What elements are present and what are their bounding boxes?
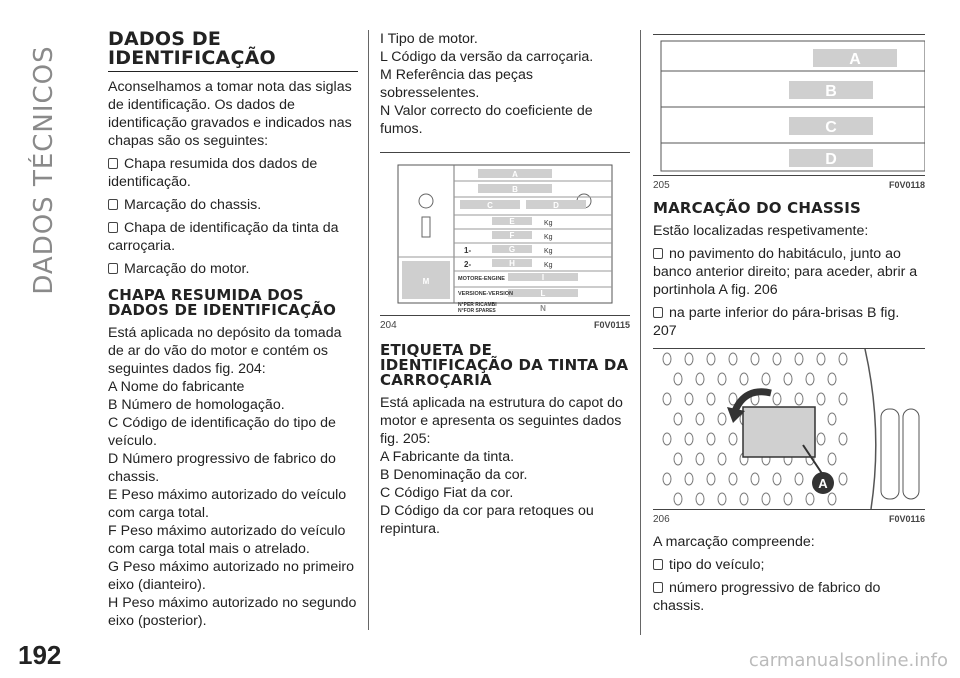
- main-heading: DADOS DE IDENTIFICAÇÃO: [108, 30, 358, 72]
- bullet-item: Chapa de identificação da tinta da carroçaria.: [108, 220, 339, 254]
- label-letter: B: [825, 83, 837, 100]
- label-letter: C: [825, 119, 837, 136]
- section-intro: Está aplicada no depósito da tomada de ar do vão do motor e contém os seguintes dados fig. 204: A Nome do fabricante B Número de homologação. C Código de identificação do tipo de veículo. D Número progressivo de fabrico do chassis. E Peso máximo autorizado do veículo com carga total. F Peso máximo autorizado do veículo com carga total mais o atrelado. G Peso máximo autorizado no primeiro eixo (dianteiro). H Peso máximo autorizado no segundo eixo (posterior).: [108, 325, 357, 629]
- floor-hatch-illustration: [653, 349, 925, 509]
- label-letter: D: [825, 151, 837, 168]
- list-item: B Denominação da cor.: [380, 467, 528, 483]
- section-heading: ETIQUETA DE IDENTIFICAÇÃO DA TINTA DA CARROÇARIA: [380, 341, 629, 389]
- plate-letter: E: [509, 217, 515, 226]
- hatch-marker: A: [818, 476, 828, 491]
- figure-number: 205: [653, 180, 670, 191]
- list-item: E Peso máximo autorizado do veículo com carga total.: [108, 487, 347, 521]
- page-number: 192: [18, 640, 62, 670]
- list-item: D Código da cor para retoques ou repintura.: [380, 503, 594, 537]
- bullet-icon: [653, 559, 663, 570]
- section-intro: Estão localizadas respetivamente:: [653, 223, 869, 239]
- list-item: H Peso máximo autorizado no segundo eixo (posterior).: [108, 595, 357, 629]
- plate-letter: N: [540, 304, 546, 313]
- list-item: M Referência das peças sobresselentes.: [380, 67, 533, 101]
- bullet-icon: [653, 307, 663, 318]
- figure-caption: [653, 180, 925, 191]
- list-item: L Código da versão da carroçaria.: [380, 49, 594, 65]
- axle-label: 2-: [464, 260, 472, 269]
- continued-list: [380, 30, 630, 138]
- list-item: F Peso máximo autorizado do veículo com carga total mais o atrelado.: [108, 523, 346, 557]
- column-1: [108, 30, 358, 630]
- figure-205: [653, 34, 925, 176]
- bullet-icon: [108, 199, 118, 210]
- section-text: Está aplicada na estrutura do capot do motor e apresenta os seguintes dados fig. 205: A Fabricante da tinta. B Denominação da cor. C Código Fiat da cor. D Código da cor para retoques ou repintura.: [380, 394, 630, 538]
- plate-letter: H: [509, 259, 515, 268]
- list-item: G Peso máximo autorizado no primeiro eixo (dianteiro).: [108, 559, 355, 593]
- plate-letter: I: [541, 273, 545, 282]
- list-item: N Valor correcto do coeficiente de fumos.: [380, 103, 593, 137]
- figure-206: [653, 348, 925, 510]
- plate-letter: M: [422, 277, 430, 286]
- version-label: VERSIONE-VERSION: [458, 291, 514, 297]
- section-heading: CHAPA RESUMIDA DOS DADOS DE IDENTIFICAÇÃO: [108, 286, 337, 319]
- figure-code: F0V0116: [888, 514, 925, 524]
- marking-intro: A marcação compreende:: [653, 534, 815, 550]
- bullet-icon: [108, 222, 118, 233]
- plate-letter: D: [553, 201, 559, 210]
- figure-caption: [653, 514, 925, 525]
- column-divider: [640, 30, 641, 635]
- sidebar-title: DADOS TÉCNICOS: [29, 45, 59, 295]
- figure-code: F0V0115: [593, 320, 630, 330]
- figure-number: 204: [380, 320, 397, 331]
- plate-letter: B: [512, 185, 518, 194]
- spares-label: N°FOR SPARES: [458, 308, 496, 314]
- list-item: C Código Fiat da cor.: [380, 485, 514, 501]
- axle-label: 1-: [464, 246, 472, 255]
- watermark: carmanualsonline.info: [748, 650, 948, 671]
- plate-letter: G: [508, 245, 516, 254]
- bullet-item: Marcação do motor.: [108, 260, 358, 278]
- bullet-item: no pavimento do habitáculo, junto ao banco anterior direito; para aceder, abrir a portinhola A fig. 206: [653, 246, 918, 298]
- kg-label: Kg: [544, 262, 553, 269]
- plate-letter: A: [512, 170, 518, 179]
- list-item: C Código de identificação do tipo de veículo.: [108, 415, 336, 449]
- column-3: [653, 30, 925, 620]
- engine-label: MOTORE-ENGINE: [458, 276, 505, 282]
- list-item: A Nome do fabricante: [108, 379, 245, 395]
- plate-letter: F: [509, 231, 515, 240]
- plate-letter: C: [487, 201, 493, 210]
- list-item: B Número de homologação.: [108, 397, 285, 413]
- bullet-item: Chapa resumida dos dados de identificação.: [108, 156, 318, 190]
- bullet-item: número progressivo de fabrico do chassis.: [653, 580, 881, 614]
- bullet-item: na parte inferior do pára-brisas B fig. 207: [653, 305, 900, 339]
- kg-label: Kg: [544, 234, 553, 241]
- section-heading: MARCAÇÃO DO CHASSIS: [653, 199, 862, 217]
- bullet-icon: [653, 582, 663, 593]
- intro-text: Aconselhamos a tomar nota das siglas de identificação. Os dados de identificação gravados e indicados nas chapas são os seguintes:: [108, 79, 352, 149]
- kg-label: Kg: [544, 220, 553, 227]
- bullet-icon: [108, 263, 118, 274]
- column-2: [380, 30, 630, 538]
- bullet-item: tipo do veículo;: [653, 556, 925, 574]
- bullet-item: Marcação do chassis.: [108, 196, 358, 214]
- list-item: D Número progressivo de fabrico do chassis.: [108, 451, 336, 485]
- spares-label: N°PER RICAMBI: [458, 302, 497, 308]
- figure-204: [380, 152, 630, 316]
- list-item: A Fabricante da tinta.: [380, 449, 515, 465]
- bullet-icon: [108, 158, 118, 169]
- bullet-icon: [653, 248, 663, 259]
- label-letter: A: [849, 51, 861, 68]
- paint-label-illustration: [653, 35, 925, 175]
- column-divider: [368, 30, 369, 630]
- figure-caption: [380, 320, 630, 331]
- kg-label: Kg: [544, 248, 553, 255]
- figure-number: 206: [653, 514, 670, 525]
- id-plate-illustration: [380, 153, 630, 315]
- figure-code: F0V0118: [888, 180, 925, 190]
- plate-letter: L: [540, 289, 546, 298]
- list-item: I Tipo de motor.: [380, 31, 478, 47]
